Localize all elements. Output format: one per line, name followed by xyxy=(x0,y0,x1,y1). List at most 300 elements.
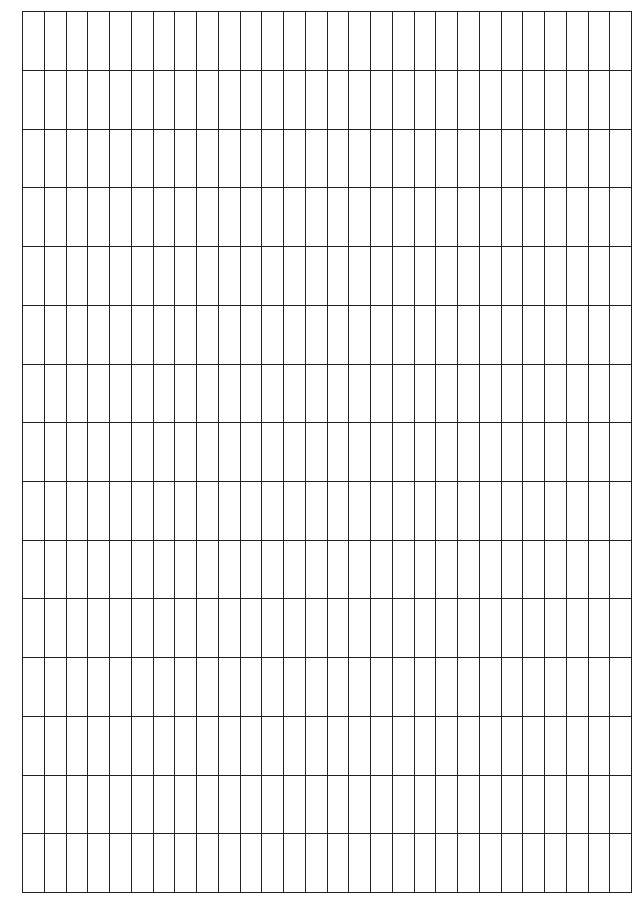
table-cell-text xyxy=(111,542,117,598)
table-cell-text xyxy=(263,72,269,128)
table-cell-text xyxy=(24,72,30,128)
table-cell xyxy=(305,364,327,423)
table-cell-text xyxy=(372,777,378,833)
table-row xyxy=(23,12,45,893)
table-cell-text xyxy=(220,483,226,539)
table-cell-text xyxy=(437,13,443,69)
table-cell-text xyxy=(329,131,335,187)
table-cell xyxy=(110,70,132,129)
table-cell-text xyxy=(416,600,422,656)
table-cell-text xyxy=(68,424,74,480)
table-cell-text xyxy=(220,189,226,245)
table-cell xyxy=(262,129,284,188)
table-cell-text xyxy=(176,600,182,656)
table-cell xyxy=(479,716,501,775)
table-cell xyxy=(23,834,45,893)
table-cell-text xyxy=(590,189,596,245)
table-cell-text xyxy=(68,307,74,363)
table-cell xyxy=(523,658,545,717)
table-cell-text xyxy=(546,248,552,304)
table-cell xyxy=(523,129,545,188)
table-cell xyxy=(44,599,66,658)
table-cell-text xyxy=(372,835,378,891)
table-cell xyxy=(610,775,632,834)
table-cell xyxy=(284,481,306,540)
table-cell xyxy=(240,775,262,834)
table-cell-text xyxy=(394,483,400,539)
table-cell-text xyxy=(546,189,552,245)
table-cell xyxy=(66,364,88,423)
table-cell xyxy=(284,775,306,834)
table-cell-text xyxy=(176,424,182,480)
table-cell xyxy=(523,423,545,482)
table-cell-text xyxy=(568,72,574,128)
table-cell-text xyxy=(111,307,117,363)
table-cell-text xyxy=(546,13,552,69)
table-cell xyxy=(436,716,458,775)
table-cell-text xyxy=(68,659,74,715)
table-cell-text xyxy=(46,659,52,715)
table-cell-text xyxy=(503,718,509,774)
table-cell-text xyxy=(437,248,443,304)
table-cell xyxy=(371,599,393,658)
table-cell xyxy=(197,188,219,247)
table-cell-text xyxy=(89,600,95,656)
table-cell-text xyxy=(481,659,487,715)
table-cell-text xyxy=(437,189,443,245)
table-row xyxy=(610,12,632,893)
table-cell-text xyxy=(524,542,530,598)
table-cell-text xyxy=(198,248,204,304)
table-cell-text xyxy=(394,718,400,774)
table-cell-text xyxy=(24,424,30,480)
table-cell xyxy=(240,716,262,775)
table-cell xyxy=(545,775,567,834)
table-cell xyxy=(262,364,284,423)
table-cell-text xyxy=(459,542,465,598)
table-cell xyxy=(218,481,240,540)
table-cell xyxy=(545,364,567,423)
table-cell xyxy=(566,834,588,893)
table-cell-text xyxy=(242,131,248,187)
table-cell-text xyxy=(68,366,74,422)
table-cell xyxy=(349,599,371,658)
table-cell xyxy=(23,247,45,306)
table-cell-text xyxy=(503,424,509,480)
table-cell-text xyxy=(416,131,422,187)
table-cell xyxy=(371,658,393,717)
table-cell-text xyxy=(394,131,400,187)
table-cell xyxy=(88,834,110,893)
table-cell xyxy=(131,834,153,893)
table-cell xyxy=(284,12,306,71)
table-cell-text xyxy=(481,307,487,363)
table-cell xyxy=(88,129,110,188)
table-row xyxy=(44,12,66,893)
table-cell xyxy=(88,70,110,129)
table-cell-text xyxy=(111,424,117,480)
table-cell-text xyxy=(481,189,487,245)
table-cell-text xyxy=(242,13,248,69)
table-cell-text xyxy=(546,307,552,363)
table-cell-text xyxy=(524,248,530,304)
table-cell-text xyxy=(590,13,596,69)
table-cell xyxy=(610,247,632,306)
table-cell xyxy=(523,12,545,71)
table-cell xyxy=(436,658,458,717)
table-cell xyxy=(523,247,545,306)
table-cell-text xyxy=(546,659,552,715)
table-cell-text xyxy=(198,659,204,715)
table-cell-text xyxy=(46,131,52,187)
table-cell xyxy=(327,305,349,364)
table-cell xyxy=(110,658,132,717)
table-cell xyxy=(458,70,480,129)
table-cell xyxy=(414,481,436,540)
table-cell xyxy=(218,540,240,599)
table-cell-text xyxy=(242,248,248,304)
table-cell xyxy=(436,423,458,482)
table-row xyxy=(479,12,501,893)
table-cell xyxy=(371,12,393,71)
table-cell xyxy=(523,188,545,247)
table-cell xyxy=(392,70,414,129)
table-cell xyxy=(588,70,610,129)
table-cell xyxy=(240,12,262,71)
table-cell-text xyxy=(176,307,182,363)
table-cell-text xyxy=(524,366,530,422)
table-cell xyxy=(218,716,240,775)
table-cell xyxy=(131,70,153,129)
table-cell-text xyxy=(350,777,356,833)
table-cell-text xyxy=(155,777,161,833)
table-cell xyxy=(458,716,480,775)
table-cell-text xyxy=(394,248,400,304)
table-cell-text xyxy=(307,72,313,128)
table-cell-text xyxy=(503,542,509,598)
table-cell-text xyxy=(176,189,182,245)
table-cell xyxy=(131,658,153,717)
table-cell-text xyxy=(263,659,269,715)
table-cell xyxy=(523,481,545,540)
table-cell xyxy=(610,599,632,658)
table-cell-text xyxy=(68,542,74,598)
table-cell-text xyxy=(242,718,248,774)
table-cell-text xyxy=(198,600,204,656)
table-cell xyxy=(479,70,501,129)
table-cell-text xyxy=(372,542,378,598)
table-cell-text xyxy=(524,131,530,187)
table-cell xyxy=(349,775,371,834)
table-cell-text xyxy=(437,718,443,774)
table-cell xyxy=(392,481,414,540)
table-cell xyxy=(218,305,240,364)
table-cell-text xyxy=(394,600,400,656)
table-cell xyxy=(392,540,414,599)
table-cell xyxy=(349,364,371,423)
table-cell-text xyxy=(568,366,574,422)
table-cell-text xyxy=(372,307,378,363)
table-cell-text xyxy=(263,424,269,480)
table-cell-text xyxy=(198,835,204,891)
table-cell xyxy=(501,423,523,482)
table-cell-text xyxy=(394,659,400,715)
table-cell-text xyxy=(24,777,30,833)
table-cell xyxy=(479,775,501,834)
table-cell-text xyxy=(503,131,509,187)
table-cell xyxy=(44,364,66,423)
table-cell xyxy=(436,188,458,247)
table-cell xyxy=(110,599,132,658)
table-cell xyxy=(88,481,110,540)
table-cell xyxy=(66,70,88,129)
table-cell-text xyxy=(459,72,465,128)
table-cell xyxy=(436,364,458,423)
table-row xyxy=(153,12,175,893)
table-cell-text xyxy=(437,307,443,363)
table-cell xyxy=(414,129,436,188)
table-cell-text xyxy=(307,307,313,363)
table-cell xyxy=(588,129,610,188)
table-cell-text xyxy=(24,189,30,245)
table-cell xyxy=(218,775,240,834)
table-cell-text xyxy=(155,248,161,304)
table-cell-text xyxy=(176,131,182,187)
table-cell xyxy=(458,423,480,482)
table-cell xyxy=(305,658,327,717)
table-cell-text xyxy=(590,424,596,480)
table-cell xyxy=(44,247,66,306)
table-cell xyxy=(66,599,88,658)
table-cell xyxy=(392,12,414,71)
table-cell xyxy=(110,423,132,482)
table-cell-text xyxy=(307,366,313,422)
table-cell xyxy=(610,70,632,129)
table-cell-text xyxy=(155,835,161,891)
table-cell xyxy=(44,305,66,364)
table-cell xyxy=(501,70,523,129)
table-cell-text xyxy=(242,777,248,833)
table-cell xyxy=(479,129,501,188)
table-cell-text xyxy=(524,72,530,128)
table-cell xyxy=(610,12,632,71)
table-cell xyxy=(566,188,588,247)
table-cell-text xyxy=(590,718,596,774)
table-cell xyxy=(240,129,262,188)
table-cell xyxy=(414,188,436,247)
table-cell xyxy=(588,423,610,482)
table-cell xyxy=(175,70,197,129)
table-cell xyxy=(436,70,458,129)
table-cell xyxy=(66,129,88,188)
table-cell xyxy=(566,423,588,482)
table-cell-text xyxy=(329,542,335,598)
table-cell-text xyxy=(329,248,335,304)
document-title xyxy=(8,13,22,893)
table-cell xyxy=(88,599,110,658)
table-cell-text xyxy=(329,835,335,891)
table-cell-text xyxy=(524,189,530,245)
table-cell-text xyxy=(46,542,52,598)
table-cell xyxy=(588,775,610,834)
table-row xyxy=(501,12,523,893)
table-cell xyxy=(240,70,262,129)
table-cell-text xyxy=(133,13,139,69)
table-cell xyxy=(501,364,523,423)
table-cell xyxy=(153,716,175,775)
table-cell xyxy=(284,658,306,717)
table-cell xyxy=(197,834,219,893)
table-cell xyxy=(66,247,88,306)
table-cell xyxy=(131,481,153,540)
table-cell xyxy=(175,188,197,247)
table-cell xyxy=(175,834,197,893)
table-cell-text xyxy=(611,189,617,245)
table-cell xyxy=(588,12,610,71)
table-cell-text xyxy=(437,424,443,480)
table-row xyxy=(218,12,240,893)
table-row xyxy=(175,12,197,893)
table-cell xyxy=(66,658,88,717)
table-cell-text xyxy=(590,483,596,539)
table-cell xyxy=(588,716,610,775)
table-cell-text xyxy=(220,777,226,833)
table-cell xyxy=(501,599,523,658)
table-cell xyxy=(588,188,610,247)
table-cell xyxy=(131,188,153,247)
table-cell xyxy=(23,716,45,775)
table-cell xyxy=(262,540,284,599)
table-cell-text xyxy=(394,542,400,598)
table-cell xyxy=(153,423,175,482)
table-cell-text xyxy=(524,424,530,480)
table-cell-text xyxy=(568,542,574,598)
table-cell xyxy=(218,599,240,658)
table-cell-text xyxy=(242,542,248,598)
table-cell-text xyxy=(394,777,400,833)
table-cell xyxy=(392,599,414,658)
table-cell-text xyxy=(568,659,574,715)
table-cell xyxy=(44,540,66,599)
table-cell-text xyxy=(198,483,204,539)
table-cell xyxy=(110,188,132,247)
table-cell xyxy=(240,599,262,658)
table-cell xyxy=(458,188,480,247)
table-cell-text xyxy=(437,542,443,598)
table-cell-text xyxy=(481,777,487,833)
table-cell xyxy=(501,716,523,775)
table-cell xyxy=(153,658,175,717)
table-cell-text xyxy=(416,13,422,69)
table-cell xyxy=(392,658,414,717)
table-cell-text xyxy=(611,131,617,187)
table-cell xyxy=(88,247,110,306)
table-cell-text xyxy=(568,718,574,774)
table-cell xyxy=(110,364,132,423)
table-cell xyxy=(153,305,175,364)
table-cell-text xyxy=(46,777,52,833)
table-cell-text xyxy=(350,13,356,69)
table-cell-text xyxy=(111,600,117,656)
table-cell-text xyxy=(481,542,487,598)
table-cell-text xyxy=(590,600,596,656)
table-cell xyxy=(479,834,501,893)
table-cell-text xyxy=(481,600,487,656)
table-cell xyxy=(305,12,327,71)
table-cell xyxy=(175,12,197,71)
table-cell xyxy=(458,305,480,364)
table-cell-text xyxy=(176,542,182,598)
table-cell-text xyxy=(394,307,400,363)
table-cell xyxy=(371,423,393,482)
table-cell xyxy=(610,364,632,423)
table-cell-text xyxy=(459,718,465,774)
table-row xyxy=(349,12,371,893)
table-cell-text xyxy=(350,424,356,480)
table-cell-text xyxy=(46,307,52,363)
document-tag xyxy=(8,12,18,42)
table-cell xyxy=(153,129,175,188)
table-row xyxy=(371,12,393,893)
table-cell-text xyxy=(46,13,52,69)
table-cell-text xyxy=(568,600,574,656)
table-cell-text xyxy=(546,366,552,422)
table-cell xyxy=(44,12,66,71)
table-cell-text xyxy=(416,72,422,128)
table-cell-text xyxy=(133,424,139,480)
table-cell-text xyxy=(111,483,117,539)
table-cell xyxy=(23,129,45,188)
table-cell-text xyxy=(220,248,226,304)
table-cell-text xyxy=(611,13,617,69)
table-cell-text xyxy=(24,600,30,656)
table-cell-text xyxy=(198,366,204,422)
table-cell xyxy=(110,540,132,599)
table-cell xyxy=(458,658,480,717)
table-cell xyxy=(436,247,458,306)
table-cell-text xyxy=(459,424,465,480)
table-cell-text xyxy=(46,600,52,656)
table-cell-text xyxy=(46,718,52,774)
table-cell xyxy=(131,423,153,482)
table-cell-text xyxy=(459,189,465,245)
table-cell xyxy=(392,834,414,893)
table-cell xyxy=(262,188,284,247)
table-cell-text xyxy=(481,131,487,187)
table-cell-text xyxy=(68,835,74,891)
table-cell-text xyxy=(372,659,378,715)
table-cell xyxy=(436,599,458,658)
table-cell-text xyxy=(481,483,487,539)
table-cell-text xyxy=(416,835,422,891)
table-cell xyxy=(175,599,197,658)
table-cell xyxy=(44,188,66,247)
table-cell xyxy=(153,481,175,540)
table-cell xyxy=(175,305,197,364)
table-cell-text xyxy=(416,307,422,363)
table-cell-text xyxy=(546,777,552,833)
table-cell-text xyxy=(220,307,226,363)
table-cell xyxy=(588,834,610,893)
table-cell xyxy=(566,364,588,423)
table-cell-text xyxy=(416,248,422,304)
table-cell-text xyxy=(155,366,161,422)
table-cell xyxy=(197,364,219,423)
table-cell xyxy=(284,188,306,247)
table-cell xyxy=(458,540,480,599)
table-cell-text xyxy=(176,72,182,128)
table-cell-text xyxy=(242,307,248,363)
